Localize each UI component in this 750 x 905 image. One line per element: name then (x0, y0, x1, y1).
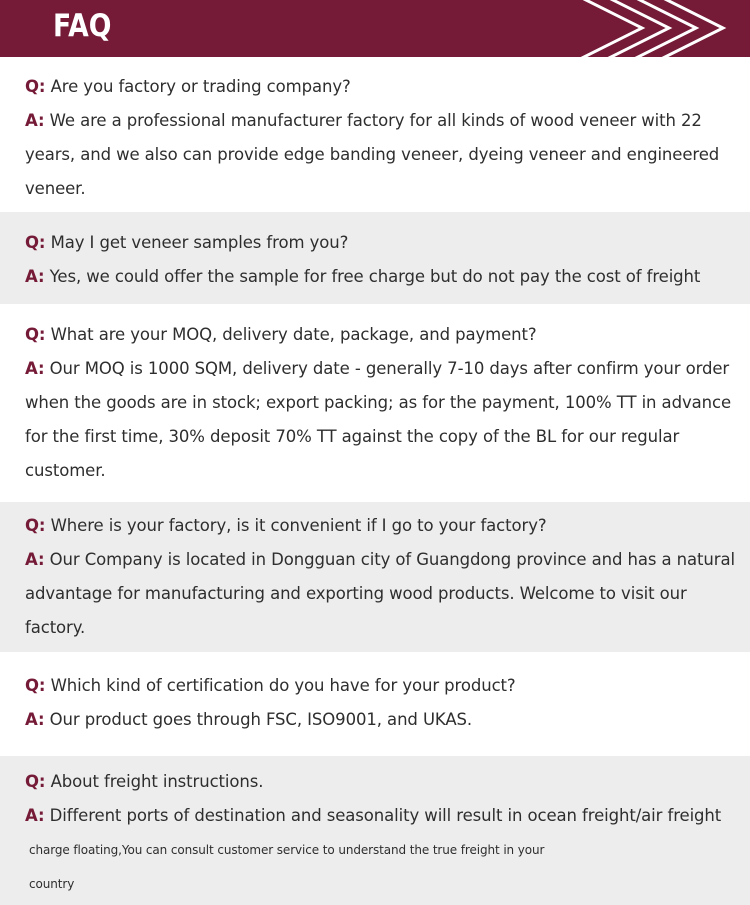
chevron-decoration-icon (0, 0, 750, 57)
answer-label: A: (25, 710, 45, 729)
faq-answer-line (25, 352, 745, 386)
faq-answer-line (25, 386, 745, 420)
faq-question (25, 318, 745, 352)
faq-item (0, 212, 750, 304)
faq-answer-line (25, 420, 745, 454)
question-text: Are you factory or trading company? (50, 77, 351, 96)
faq-item (0, 304, 750, 502)
faq-header (0, 0, 750, 57)
answer-label: A: (25, 111, 45, 130)
answer-text: years, and we also can provide edge banding veneer, dyeing veneer and engineered (25, 145, 720, 164)
answer-text: for the first time, 30% deposit 70% TT against the copy of the BL for our regular (25, 427, 680, 446)
faq-answer-line (25, 703, 745, 737)
faq-answer-line (25, 138, 745, 172)
question-label: Q: (25, 233, 46, 252)
faq-question (25, 509, 745, 543)
answer-text: Our Company is located in Dongguan city of Guangdong province and has a natural (49, 550, 735, 569)
faq-answer-line (29, 867, 749, 901)
question-text: Which kind of certification do you have for your product? (50, 676, 516, 695)
question-label: Q: (25, 772, 46, 791)
answer-label: A: (25, 267, 45, 286)
answer-label: A: (25, 359, 45, 378)
question-text: Where is your factory, is it convenient if I go to your factory? (50, 516, 547, 535)
faq-question (25, 765, 745, 799)
faq-question (25, 669, 745, 703)
faq-item (0, 756, 750, 905)
answer-text: Our product goes through FSC, ISO9001, and UKAS. (49, 710, 473, 729)
answer-text: Different ports of destination and seasonality will result in ocean freight/air freight (49, 806, 722, 825)
question-label: Q: (25, 77, 46, 96)
faq-answer-line (25, 611, 745, 645)
answer-text: charge floating,You can consult customer service to understand the true freight in your (29, 843, 545, 857)
answer-text: advantage for manufacturing and exporting wood products. Welcome to visit our (25, 584, 687, 603)
faq-item (0, 652, 750, 756)
question-label: Q: (25, 516, 46, 535)
answer-text: Yes, we could offer the sample for free charge but do not pay the cost of freight (49, 267, 701, 286)
answer-label: A: (25, 550, 45, 569)
faq-answer-line (25, 172, 745, 206)
answer-text: factory. (25, 618, 86, 637)
answer-label: A: (25, 806, 45, 825)
faq-answer-line (25, 799, 745, 833)
faq-answer-line (25, 577, 745, 611)
answer-text: We are a professional manufacturer factory for all kinds of wood veneer with 22 (49, 111, 702, 130)
faq-answer-line (25, 454, 745, 488)
faq-answer-line (29, 833, 749, 867)
faq-answer-line (25, 543, 745, 577)
question-label: Q: (25, 325, 46, 344)
answer-text: country (29, 877, 75, 891)
question-text: What are your MOQ, delivery date, package, and payment? (50, 325, 537, 344)
faq-answer-line (25, 260, 745, 294)
question-text: About freight instructions. (50, 772, 264, 791)
faq-answer-line (25, 104, 745, 138)
answer-text: when the goods are in stock; export packing; as for the payment, 100% TT in advance (25, 393, 731, 412)
question-text: May I get veneer samples from you? (50, 233, 349, 252)
answer-text: Our MOQ is 1000 SQM, delivery date - generally 7-10 days after confirm your order (49, 359, 730, 378)
faq-question (25, 226, 745, 260)
answer-text: customer. (25, 461, 106, 480)
page-title: FAQ (53, 8, 112, 44)
faq-item (0, 57, 750, 212)
question-label: Q: (25, 676, 46, 695)
faq-item (0, 502, 750, 652)
answer-text: veneer. (25, 179, 86, 198)
faq-question (25, 70, 745, 104)
